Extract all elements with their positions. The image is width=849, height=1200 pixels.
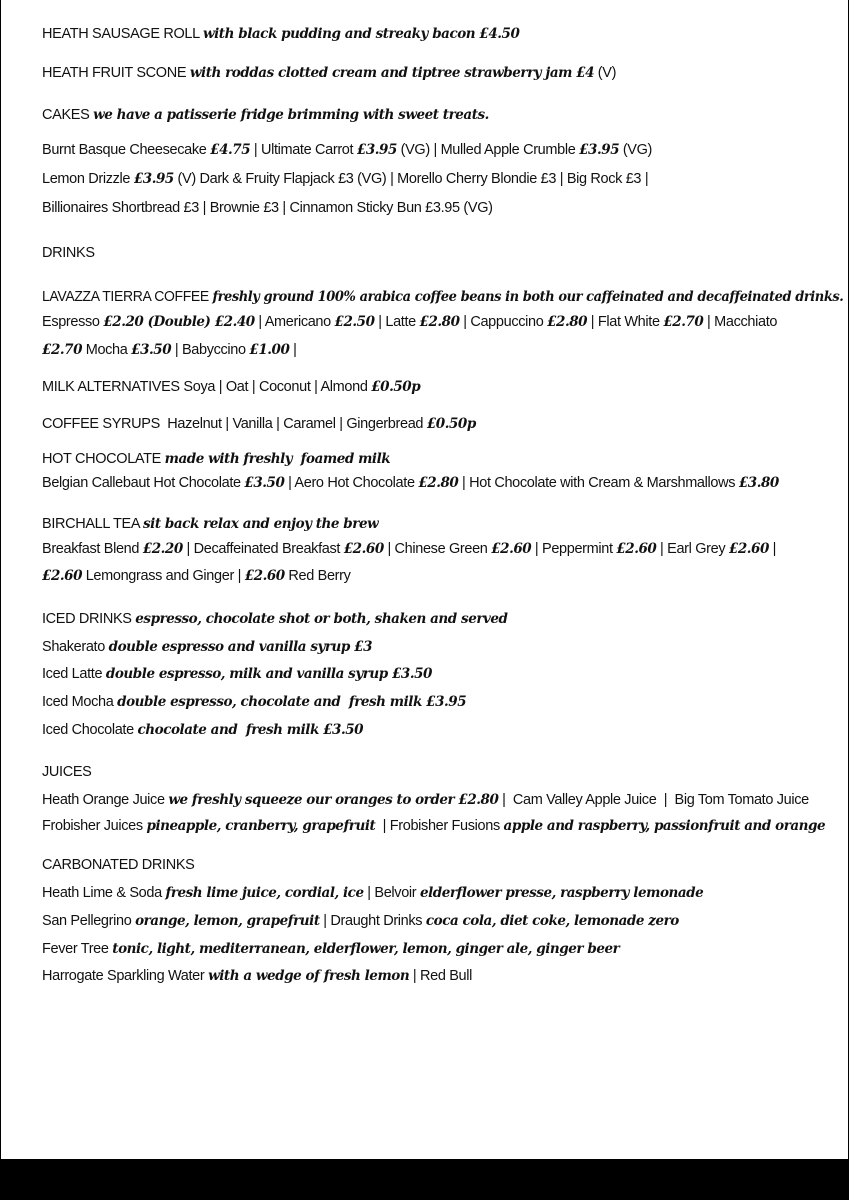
menu-item-text: | Aero Hot Chocolate (284, 475, 419, 491)
menu-description-text: made with freshly foamed milk (164, 451, 391, 467)
menu-line-fruit-scone (42, 63, 616, 83)
menu-line-juices-2 (42, 816, 825, 836)
menu-item-text: | Babyccino (171, 342, 250, 358)
menu-description-text: double espresso and vanilla syrup £3 (108, 639, 373, 655)
menu-item-text: Fever Tree (42, 941, 113, 957)
menu-description-text: coca cola, diet coke, lemonade zero (425, 913, 679, 929)
menu-description-text: with roddas clotted cream and tiptree strawberry jam £4 (189, 65, 595, 81)
menu-line-cakes-1 (42, 140, 652, 160)
menu-description-text: sit back relax and enjoy the brew (143, 516, 379, 532)
menu-description-text: we have a patisserie fridge brimming with sweet treats. (93, 107, 489, 123)
menu-item-text: | Chinese Green (383, 541, 492, 557)
menu-item-text: Mocha (82, 342, 132, 358)
menu-description-text: £2.60 (728, 541, 769, 557)
menu-item-text: | Earl Grey (656, 541, 729, 557)
menu-item-text: (V) Dark & Fruity Flapjack £3 (VG) | Morello Cherry Blondie £3 | Big Rock £3 | (173, 171, 649, 187)
menu-description-text: espresso, chocolate shot or both, shaken and served (135, 611, 508, 627)
menu-item-text: COFFEE SYRUPS Hazelnut | Vanilla | Caramel | Gingerbread (42, 416, 427, 432)
menu-item-text: | Hot Chocolate with Cream & Marshmallows (458, 475, 739, 491)
menu-description-text: apple and raspberry, passionfruit and orange (503, 818, 826, 834)
menu-item-text: Iced Mocha (42, 694, 118, 710)
menu-item-text: HEATH SAUSAGE ROLL (42, 26, 203, 42)
menu-line-iced-mocha (42, 692, 466, 712)
menu-item-text: Belgian Callebaut Hot Chocolate (42, 475, 245, 491)
menu-item-text: Frobisher Juices (42, 818, 147, 834)
menu-item-text: | Belvoir (363, 885, 420, 901)
menu-line-juices-1 (42, 790, 809, 810)
menu-description-text: £0.50p (426, 416, 476, 432)
menu-description-text: £2.70 (42, 342, 83, 358)
menu-item-text: HEATH FRUIT SCONE (42, 65, 190, 81)
menu-item-text: LAVAZZA TIERRA COFFEE (42, 289, 213, 305)
menu-item-text: Harrogate Sparkling Water (42, 968, 209, 984)
menu-description-text: with black pudding and streaky bacon £4.50 (202, 26, 520, 42)
menu-item-text: | Latte (374, 314, 420, 330)
menu-item-text: MILK ALTERNATIVES Soya | Oat | Coconut | Almond (42, 379, 372, 395)
menu-description-text: £2.50 (334, 314, 375, 330)
menu-heading-cakes (42, 105, 489, 125)
menu-item-text: Iced Chocolate (42, 722, 138, 738)
menu-item-text: | Decaffeinated Breakfast (182, 541, 344, 557)
menu-line-carbonated-2 (42, 911, 679, 931)
menu-item-text: Espresso (42, 314, 104, 330)
menu-description-text: £2.20 (Double) £2.40 (103, 314, 255, 330)
menu-line-carbonated-1 (42, 883, 703, 903)
menu-item-text: Burnt Basque Cheesecake (42, 142, 211, 158)
menu-item-text: ICED DRINKS (42, 611, 136, 627)
menu-item-text: | Cappuccino (459, 314, 548, 330)
menu-description-text: £4.75 (210, 142, 251, 158)
menu-item-text: (V) (594, 65, 617, 81)
menu-description-text: £2.80 (418, 475, 459, 491)
menu-description-text: £3.95 (579, 142, 620, 158)
menu-line-tea-2 (42, 566, 351, 586)
menu-line-carbonated-3 (42, 939, 619, 959)
menu-item-text: | Ultimate Carrot (250, 142, 357, 158)
menu-line-iced-choc (42, 720, 363, 740)
menu-item-text: Breakfast Blend (42, 541, 143, 557)
menu-line-shakerato (42, 637, 372, 657)
menu-line-carbonated-4 (42, 966, 472, 986)
menu-item-text: Red Berry (284, 568, 351, 584)
menu-item-text: | (289, 342, 297, 358)
menu-item-text: | Draught Drinks (319, 913, 426, 929)
menu-item-text: DRINKS (42, 245, 95, 261)
menu-item-text: Lemon Drizzle (42, 171, 134, 187)
menu-heading-juices (42, 762, 91, 782)
menu-description-text: £0.50p (371, 379, 421, 395)
menu-description-text: £2.80 (547, 314, 588, 330)
menu-heading-iced (42, 609, 508, 629)
menu-item-text: (VG) | Mulled Apple Crumble (396, 142, 580, 158)
menu-line-syrups (42, 414, 476, 434)
menu-description-text: £3.95 (133, 171, 174, 187)
menu-item-text: | Frobisher Fusions (375, 818, 504, 834)
menu-item-text: Billionaires Shortbread £3 | Brownie £3 | Cinnamon Sticky Bun £3.95 (VG) (42, 200, 493, 216)
menu-description-text: fresh lime juice, cordial, ice (165, 885, 364, 901)
menu-line-cakes-2 (42, 169, 648, 189)
menu-item-text: BIRCHALL TEA (42, 516, 144, 532)
menu-description-text: elderflower presse, raspberry lemonade (419, 885, 704, 901)
menu-description-text: we freshly squeeze our oranges to order £2.80 (168, 792, 499, 808)
menu-item-text: (VG) (619, 142, 653, 158)
menu-item-text: | Macchiato (703, 314, 778, 330)
menu-description-text: £3.50 (244, 475, 285, 491)
menu-description-text: double espresso, milk and vanilla syrup £3.50 (105, 666, 432, 682)
menu-line-sausage-roll (42, 24, 519, 44)
menu-description-text: with a wedge of fresh lemon (208, 968, 410, 984)
menu-line-coffee-1 (42, 312, 777, 332)
menu-description-text: £3.80 (738, 475, 779, 491)
menu-item-text: | Americano (254, 314, 335, 330)
menu-heading-drinks (42, 243, 95, 263)
menu-description-text: chocolate and fresh milk £3.50 (137, 722, 364, 738)
menu-item-text: | (768, 541, 777, 557)
menu-description-text: £2.60 (343, 541, 384, 557)
menu-description-text: £2.70 (663, 314, 704, 330)
menu-description-text: £1.00 (249, 342, 290, 358)
menu-description-text: £2.60 (244, 568, 285, 584)
menu-description-text: £2.60 (42, 568, 83, 584)
menu-description-text: £2.20 (142, 541, 183, 557)
menu-description-text: £3.95 (356, 142, 397, 158)
menu-item-text: CARBONATED DRINKS (42, 857, 195, 873)
menu-heading-carbonated (42, 855, 195, 875)
menu-description-text: orange, lemon, grapefruit (135, 913, 320, 929)
menu-item-text: Heath Orange Juice (42, 792, 169, 808)
menu-item-text: CAKES (42, 107, 94, 123)
menu-line-tea-1 (42, 539, 776, 559)
menu-description-text: £2.60 (491, 541, 532, 557)
menu-line-cakes-3 (42, 198, 493, 218)
menu-line-hot-choc (42, 473, 779, 493)
menu-item-text: San Pellegrino (42, 913, 136, 929)
menu-item-text: Heath Lime & Soda (42, 885, 166, 901)
menu-heading-coffee (42, 287, 843, 307)
menu-heading-tea (42, 514, 378, 534)
menu-item-text: Iced Latte (42, 666, 106, 682)
menu-description-text: £2.80 (419, 314, 460, 330)
menu-item-text: | Cam Valley Apple Juice | Big Tom Tomato Juice (498, 792, 809, 808)
menu-description-text: tonic, light, mediterranean, elderflower, lemon, ginger ale, ginger beer (112, 941, 620, 957)
menu-line-milk (42, 377, 420, 397)
menu-item-text: | Flat White (587, 314, 664, 330)
menu-description-text: £2.60 (616, 541, 657, 557)
menu-description-text: double espresso, chocolate and fresh milk £3.95 (117, 694, 467, 710)
menu-item-text: HOT CHOCOLATE (42, 451, 165, 467)
menu-item-text: | Red Bull (409, 968, 472, 984)
menu-item-text: | Peppermint (531, 541, 617, 557)
menu-description-text: £3.50 (131, 342, 172, 358)
menu-item-text: JUICES (42, 764, 92, 780)
menu-description-text: freshly ground 100% arabica coffee beans in both our caffeinated and decaffeinated drinks. (212, 289, 844, 305)
menu-line-iced-latte (42, 664, 432, 684)
menu-line-coffee-2 (42, 340, 297, 360)
menu-item-text: Lemongrass and Ginger | (82, 568, 245, 584)
menu-heading-hot-choc (42, 449, 390, 469)
menu-description-text: pineapple, cranberry, grapefruit (146, 818, 376, 834)
menu-item-text: Shakerato (42, 639, 109, 655)
